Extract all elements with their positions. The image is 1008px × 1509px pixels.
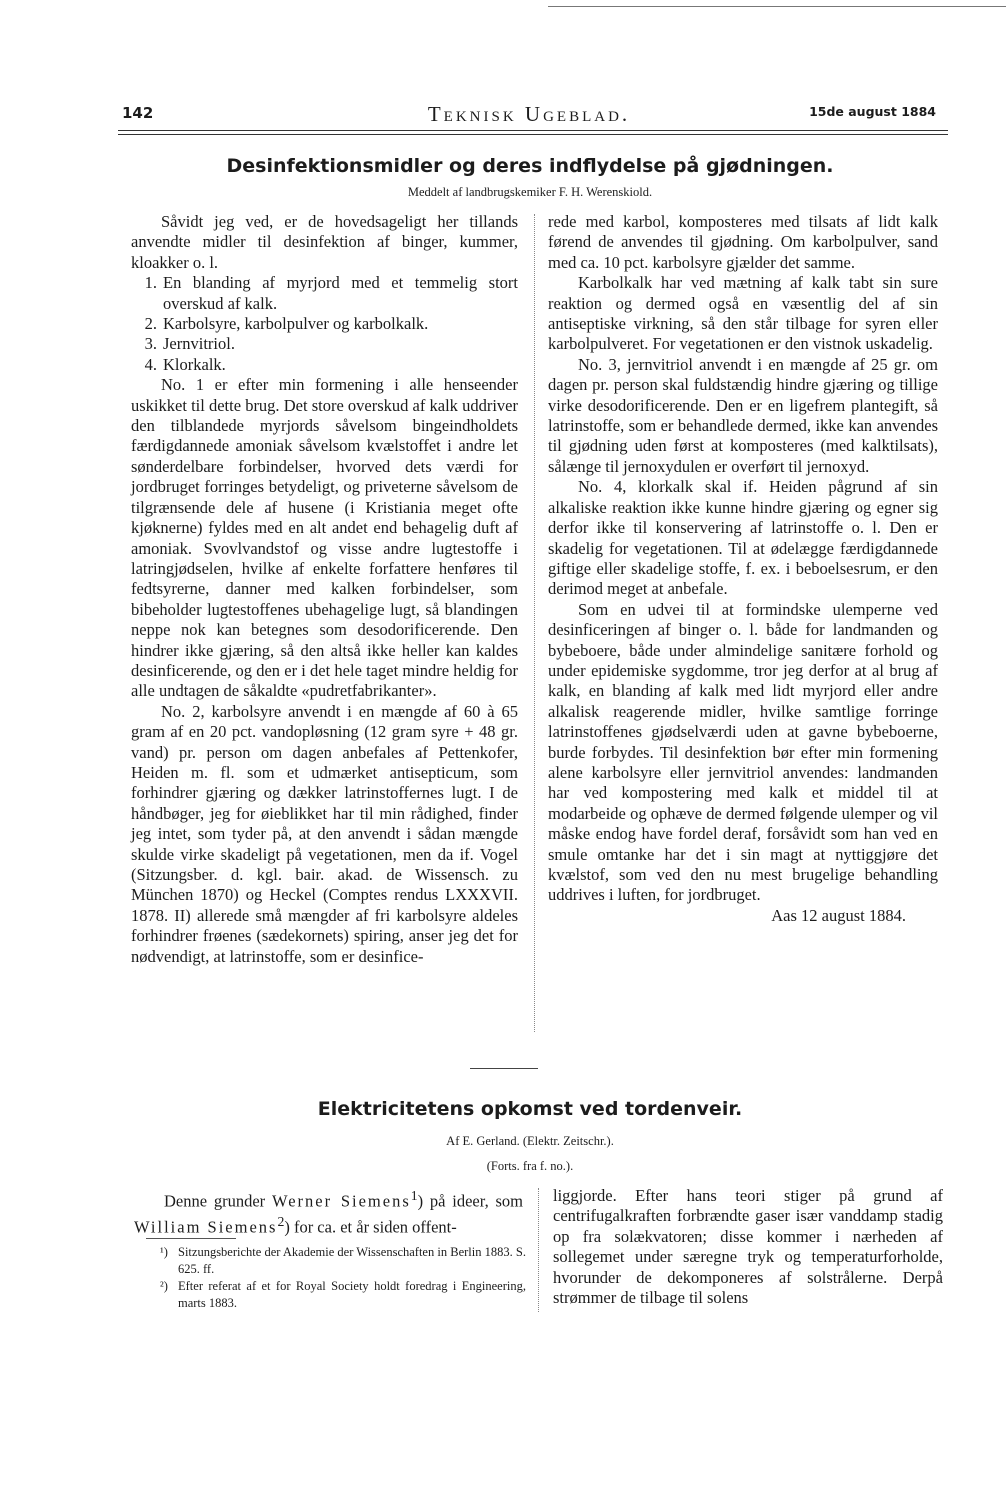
article-paragraph: No. 4, klorkalk skal if. Heiden pågrund af sin alkaliske reaktion ikke kunne hindre gjæring og egner sig derfor ikke til konservering af latrinstoffe o. l. Den er skadelig for vegetationen. Til at ødelægge færdigdannede giftige eller skadelige stoffe, f. ex. i beboelsesrum, er den derimod meget at anbefale. bbox=[548, 477, 938, 599]
running-head bbox=[118, 100, 940, 128]
footnote-mark: ¹) bbox=[160, 1245, 168, 1259]
column-divider bbox=[534, 214, 535, 1032]
list-item bbox=[131, 334, 518, 354]
article-paragraph: Såvidt jeg ved, er de hovedsageligt her tillands anvendte midler til desinfektion af binger, kummer, kloakker o. l. bbox=[131, 212, 518, 272]
article-title-desinfektion: Desinfektionsmidler og deres indflydelse på gjødningen. bbox=[226, 155, 834, 177]
text-run: Denne grunder bbox=[164, 1191, 272, 1211]
article1-right-column bbox=[548, 212, 938, 926]
text-run: ) på ideer, som bbox=[417, 1191, 523, 1211]
article-paragraph: rede med karbol, komposteres med tilsats af lidt kalk førend de anvendes til gjødning. Om karbolpulver, sand med ca. 10 pct. karbolsyre gjælder det samme. bbox=[548, 212, 938, 272]
person-name: Werner Siemens bbox=[271, 1191, 411, 1211]
header-rule-bottom bbox=[118, 134, 948, 135]
list-item bbox=[131, 273, 518, 314]
footnote-text: Efter referat af et for Royal Society holdt foredrag i Engineering, marts 1883. bbox=[178, 1279, 526, 1310]
list-text: Klorkalk. bbox=[163, 354, 226, 374]
article-paragraph bbox=[134, 1186, 523, 1238]
list-text: En blanding af myrjord med et temmelig stort overskud af kalk. bbox=[163, 273, 518, 313]
list-number: 3. bbox=[144, 334, 157, 354]
article-paragraph: Som en udvei til at formindske ulemperne ved desinficeringen af binger o. l. både for landmanden og bybeboere, både under almindelige sanitære forhold og under epidemiske sygdomme, tror jeg derfor at al brug af kalk, en blanding af kalk med lidt myrjord eller andre alkalisk reagerende midler, hvilke samtlige forringe latrinstoffenes gjødselværdi uden at gavne bybeboerne, burde forbydes. Til desinfektion bør efter min formening alene karbolsyre eller jernvitriol anvendes: landmanden har ved kompostering med kalk et middel til at modarbeide og ophæve de dermed følgende ulemper og vil måske endog have fordel deraf, forsåvidt som han ved en smule omtanke har det i sin magt at nyttiggjøre det kvælstof, som ved den nu mest brugelige behandling uddrives i luften, for jordbruget. bbox=[548, 599, 938, 905]
top-edge-rule bbox=[548, 6, 1006, 7]
article-separator bbox=[470, 1068, 538, 1069]
page-number: 142 bbox=[122, 104, 154, 122]
list-text: Karbolsyre, karbolpulver og karbolkalk. bbox=[163, 314, 429, 334]
text-run: ) for ca. et år siden offent- bbox=[284, 1217, 457, 1237]
footnote-ref: 1 bbox=[410, 1188, 418, 1203]
article2-left-column bbox=[134, 1186, 523, 1238]
signoff: Aas 12 august 1884. bbox=[771, 905, 906, 925]
list-text: Jernvitriol. bbox=[163, 334, 235, 354]
article1-left-column bbox=[131, 212, 518, 967]
article-paragraph: No. 3, jernvitriol anvendt i en mængde af 25 gr. om dagen pr. person skal fuldstændig hindre gjæring og tillige virke desodorificerende. Den er en ligefrem plantegift, så latrinstoffe, som er behandlede dermed, ikke kan anvendes til gjødning uden først at komposteres (med kalktilsats), sålænge til jernoxydulen er overført til jernoxyd. bbox=[548, 354, 938, 476]
article2-right-column bbox=[553, 1186, 943, 1308]
footnote-text: Sitzungsberichte der Akademie der Wissenschaften in Berlin 1883. S. 625. ff. bbox=[178, 1245, 526, 1276]
journal-title: Teknisk Ugeblad. bbox=[427, 102, 631, 126]
footnote-rule bbox=[146, 1238, 236, 1239]
list-number: 2. bbox=[144, 314, 157, 334]
article-paragraph: liggjorde. Efter hans teori stiger på grund af centrifugalkraften forbrændte gaser især vanddamp stadig op fra solækvatoren; disse kommer i nærheden af sollegemet under særegne tryk og temperaturforholde, hvorunder de dekomponeres af solstrålerne. Derpå strømmer de tilbage til solens bbox=[553, 1186, 943, 1308]
column-divider bbox=[538, 1188, 539, 1312]
footnote bbox=[160, 1278, 526, 1312]
article-paragraph: Karbolkalk har ved mætning af kalk tabt sin sure reaktion og dermed også en væsentlig del af sin antiseptiske virkning, så den står tilbage for syren eller karbolpulveret. For vegetationen er den vistnok uskadelig. bbox=[548, 273, 938, 354]
footnote bbox=[160, 1244, 526, 1278]
article-byline: Meddelt af landbrugskemiker F. H. Werenskiold. bbox=[407, 185, 653, 199]
list-item bbox=[131, 314, 518, 334]
continuation-note: (Forts. fra f. no.). bbox=[486, 1159, 574, 1173]
article-title-elektricitet: Elektricitetens opkomst ved tordenveir. bbox=[317, 1098, 743, 1120]
list-number: 4. bbox=[144, 354, 157, 374]
article-paragraph: No. 1 er efter min formening i alle henseender uskikket til dette brug. Det store overskud af kalk uddriver den tilblandede myrjords såvelsom bingeindholdets færdigdannede amoniak såvelsom kvælstoffet i andre let sønderdelbare forbindelser, hvorved dets værdi for jordbruget forringes betydeligt, og priveterne såvelsom de tilgrænsende dele af husene (i Kristiania meget ofte kjøknerne) fyldes med en alt andet end behagelig duft af amoniak. Svovlvandstof og visse andre lugtestoffe i latringjødselen, hvilke af enkelte forfattere henføres til fedtsyrerne, danner med kalken forbindelser, som bibeholder lugtestoffenes ubehagelige lugt, så blandingen neppe nok kan betegnes som desodorificerende. Den hindrer ikke gjæring, så den altså ikke heller kan kaldes desinficerende, og den er i det hele taget mindre heldig for alle undtagen de såkaldte «pudretfabrikanter». bbox=[131, 375, 518, 701]
issue-date: 15de august 1884 bbox=[809, 104, 936, 119]
footnote-mark: ²) bbox=[160, 1279, 168, 1293]
list-number: 1. bbox=[144, 273, 157, 293]
footnote-ref: 2 bbox=[277, 1213, 285, 1229]
footnotes bbox=[160, 1244, 526, 1312]
article-byline: Af E. Gerland. (Elektr. Zeitschr.). bbox=[446, 1134, 614, 1148]
header-rule-top bbox=[118, 130, 948, 131]
list-item bbox=[131, 355, 518, 375]
article-paragraph: No. 2, karbolsyre anvendt i en mængde af 60 à 65 gram af en 20 pct. vandopløsning (12 gram syre + 48 gr. vand) pr. person om dagen anbefales af Pettenkofer, Heiden m. fl. som et udmærket antisepticum, som forhindrer gjæring og dækker latrinstoffernes lugt. I de håndbøger, jeg for øieblikket har til min rådighed, finder jeg intet, som tyder på, at den anvendt i sådan mængde skulde virke skadeligt på vegetationen, men da if. Vogel (Sitzungsber. d. kgl. bair. akad. de Wissensch. zu München 1870) og Heckel (Comptes rendus LXXXVII. 1878. II) allerede små mængder af fri karbolsyre aldeles forhindrer frøenes (sædekornets) spiring, anser jeg det for nødvendigt, at latrinstoffe, som er desinfice- bbox=[131, 701, 518, 966]
person-name: William Siemens bbox=[134, 1217, 278, 1237]
